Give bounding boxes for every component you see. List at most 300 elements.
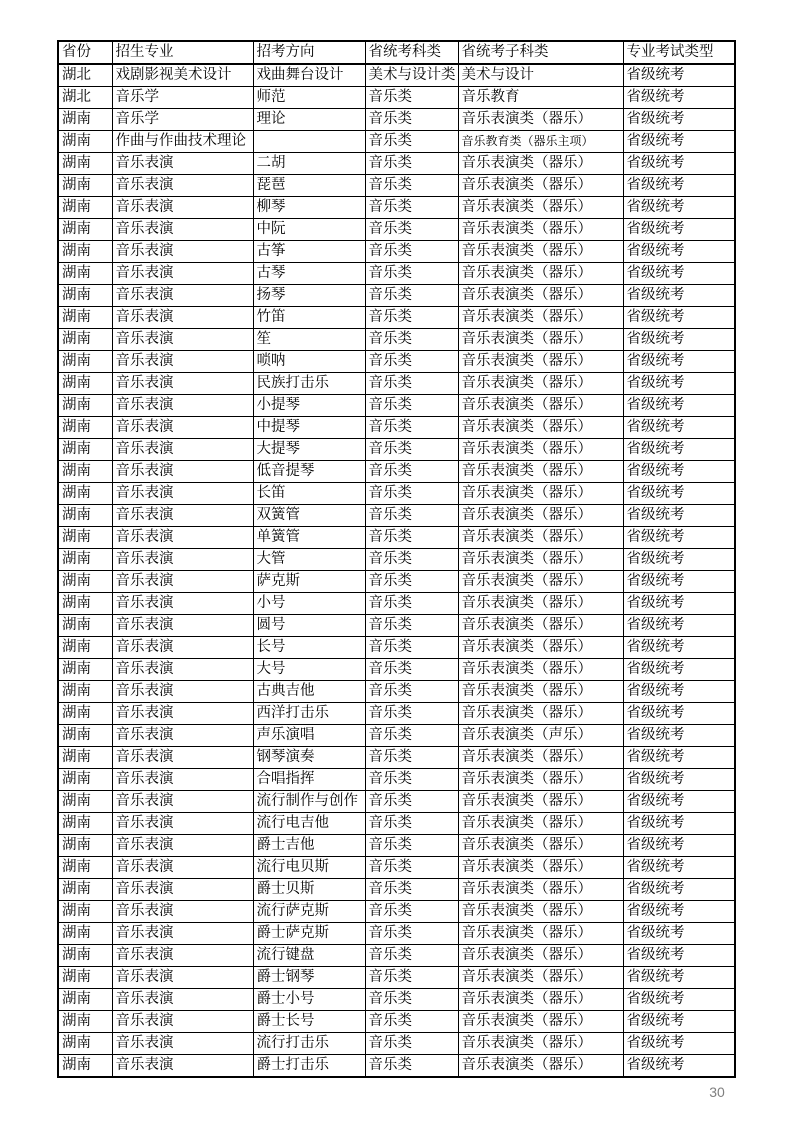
cell-exam-type: 省级统考: [623, 395, 735, 417]
cell-major: 音乐表演: [112, 549, 253, 571]
table-row: [58, 527, 735, 549]
cell-major: 音乐表演: [112, 351, 253, 373]
cell-exam-category: 音乐类: [365, 461, 458, 483]
cell-exam-category: 音乐类: [365, 395, 458, 417]
cell-province: 湖南: [58, 131, 112, 153]
cell-major: 音乐表演: [112, 439, 253, 461]
cell-major: 音乐表演: [112, 923, 253, 945]
cell-exam-subcategory: 音乐表演类（声乐）: [458, 725, 623, 747]
table-row: [58, 967, 735, 989]
cell-exam-type: 省级统考: [623, 329, 735, 351]
cell-province: 湖南: [58, 549, 112, 571]
cell-major: 音乐表演: [112, 285, 253, 307]
cell-exam-category: 音乐类: [365, 373, 458, 395]
cell-exam-type: 省级统考: [623, 879, 735, 901]
cell-province: 湖南: [58, 351, 112, 373]
cell-province: 湖南: [58, 747, 112, 769]
cell-direction: 竹笛: [253, 307, 365, 329]
cell-exam-category: 音乐类: [365, 263, 458, 285]
cell-exam-category: 音乐类: [365, 593, 458, 615]
cell-direction: 古筝: [253, 241, 365, 263]
cell-direction: 戏曲舞台设计: [253, 64, 365, 87]
cell-exam-type: 省级统考: [623, 527, 735, 549]
cell-major: 音乐表演: [112, 725, 253, 747]
cell-direction: 声乐演唱: [253, 725, 365, 747]
cell-exam-type: 省级统考: [623, 241, 735, 263]
cell-province: 湖南: [58, 373, 112, 395]
table-row: [58, 989, 735, 1011]
table-row: [58, 307, 735, 329]
cell-exam-subcategory: 音乐教育: [458, 87, 623, 109]
admissions-exam-table: [57, 40, 736, 1078]
cell-province: 湖南: [58, 417, 112, 439]
cell-exam-subcategory: 音乐表演类（器乐）: [458, 857, 623, 879]
cell-province: 湖南: [58, 615, 112, 637]
cell-direction: 二胡: [253, 153, 365, 175]
cell-exam-subcategory: 音乐表演类（器乐）: [458, 373, 623, 395]
cell-direction: 流行电贝斯: [253, 857, 365, 879]
cell-exam-category: 音乐类: [365, 351, 458, 373]
cell-exam-category: 音乐类: [365, 857, 458, 879]
table-row: [58, 857, 735, 879]
cell-exam-type: 省级统考: [623, 747, 735, 769]
cell-province: 湖南: [58, 835, 112, 857]
table-row: [58, 791, 735, 813]
cell-direction: 流行电吉他: [253, 813, 365, 835]
cell-exam-subcategory: 音乐表演类（器乐）: [458, 395, 623, 417]
cell-exam-category: 音乐类: [365, 901, 458, 923]
cell-exam-subcategory: 音乐表演类（器乐）: [458, 175, 623, 197]
cell-exam-category: 音乐类: [365, 813, 458, 835]
table-row: [58, 549, 735, 571]
cell-exam-type: 省级统考: [623, 87, 735, 109]
cell-province: 湖南: [58, 571, 112, 593]
cell-exam-type: 省级统考: [623, 989, 735, 1011]
cell-major: 音乐表演: [112, 681, 253, 703]
cell-exam-subcategory: 音乐表演类（器乐）: [458, 505, 623, 527]
cell-direction: 双簧管: [253, 505, 365, 527]
cell-province: 湖南: [58, 307, 112, 329]
cell-direction: 大管: [253, 549, 365, 571]
cell-province: 湖南: [58, 1033, 112, 1055]
cell-direction: 西洋打击乐: [253, 703, 365, 725]
cell-major: 音乐表演: [112, 571, 253, 593]
cell-major: 音乐表演: [112, 307, 253, 329]
cell-exam-type: 省级统考: [623, 725, 735, 747]
cell-direction: 单簧管: [253, 527, 365, 549]
cell-direction: 小提琴: [253, 395, 365, 417]
cell-exam-subcategory: 音乐表演类（器乐）: [458, 615, 623, 637]
cell-major: 音乐表演: [112, 175, 253, 197]
cell-major: 音乐表演: [112, 989, 253, 1011]
cell-major: 音乐表演: [112, 835, 253, 857]
cell-province: 湖南: [58, 945, 112, 967]
cell-exam-category: 音乐类: [365, 615, 458, 637]
cell-major: 音乐表演: [112, 593, 253, 615]
cell-exam-type: 省级统考: [623, 439, 735, 461]
cell-exam-subcategory: 音乐表演类（器乐）: [458, 879, 623, 901]
cell-province: 湖南: [58, 153, 112, 175]
cell-province: 湖南: [58, 659, 112, 681]
cell-exam-subcategory: 音乐表演类（器乐）: [458, 769, 623, 791]
col-header-exam-type: 专业考试类型: [623, 41, 735, 64]
cell-major: 音乐学: [112, 87, 253, 109]
cell-exam-category: 音乐类: [365, 791, 458, 813]
cell-major: 音乐表演: [112, 769, 253, 791]
cell-province: 湖南: [58, 197, 112, 219]
cell-major: 音乐表演: [112, 1033, 253, 1055]
table-row: [58, 417, 735, 439]
cell-exam-subcategory: 音乐表演类（器乐）: [458, 1033, 623, 1055]
cell-exam-type: 省级统考: [623, 791, 735, 813]
cell-exam-subcategory: 音乐表演类（器乐）: [458, 461, 623, 483]
cell-exam-subcategory: 音乐表演类（器乐）: [458, 835, 623, 857]
cell-exam-subcategory: 音乐表演类（器乐）: [458, 527, 623, 549]
cell-exam-subcategory: 音乐表演类（器乐）: [458, 417, 623, 439]
cell-exam-subcategory: 音乐表演类（器乐）: [458, 439, 623, 461]
cell-exam-category: 音乐类: [365, 637, 458, 659]
cell-exam-type: 省级统考: [623, 659, 735, 681]
table-row: [58, 131, 735, 153]
cell-exam-category: 音乐类: [365, 1011, 458, 1033]
cell-exam-type: 省级统考: [623, 813, 735, 835]
cell-exam-type: 省级统考: [623, 857, 735, 879]
cell-direction: 爵士吉他: [253, 835, 365, 857]
cell-exam-category: 音乐类: [365, 681, 458, 703]
cell-major: 音乐表演: [112, 945, 253, 967]
cell-province: 湖南: [58, 1055, 112, 1078]
cell-exam-subcategory: 音乐表演类（器乐）: [458, 989, 623, 1011]
table-row: [58, 681, 735, 703]
cell-major: 音乐表演: [112, 241, 253, 263]
cell-province: 湖南: [58, 637, 112, 659]
cell-direction: 流行萨克斯: [253, 901, 365, 923]
cell-exam-type: 省级统考: [623, 1055, 735, 1078]
table-row: [58, 395, 735, 417]
cell-province: 湖北: [58, 64, 112, 87]
table-row: [58, 505, 735, 527]
cell-exam-subcategory: 音乐表演类（器乐）: [458, 549, 623, 571]
cell-province: 湖南: [58, 813, 112, 835]
table-row: [58, 615, 735, 637]
cell-exam-category: 音乐类: [365, 439, 458, 461]
table-row: [58, 813, 735, 835]
table-row: [58, 659, 735, 681]
cell-province: 湖南: [58, 879, 112, 901]
cell-exam-type: 省级统考: [623, 505, 735, 527]
cell-exam-type: 省级统考: [623, 681, 735, 703]
cell-exam-category: 美术与设计类: [365, 64, 458, 87]
cell-exam-subcategory: 音乐表演类（器乐）: [458, 109, 623, 131]
cell-province: 湖南: [58, 681, 112, 703]
cell-exam-category: 音乐类: [365, 483, 458, 505]
cell-exam-type: 省级统考: [623, 109, 735, 131]
cell-major: 音乐表演: [112, 483, 253, 505]
cell-major: 音乐表演: [112, 373, 253, 395]
table-row: [58, 87, 735, 109]
cell-exam-type: 省级统考: [623, 461, 735, 483]
cell-province: 湖南: [58, 593, 112, 615]
table-row: [58, 373, 735, 395]
cell-exam-category: 音乐类: [365, 659, 458, 681]
cell-major: 音乐表演: [112, 1055, 253, 1078]
table-row: [58, 109, 735, 131]
table-row: [58, 263, 735, 285]
cell-exam-subcategory: 音乐表演类（器乐）: [458, 923, 623, 945]
table-row: [58, 923, 735, 945]
cell-exam-subcategory: 音乐表演类（器乐）: [458, 571, 623, 593]
cell-exam-type: 省级统考: [623, 64, 735, 87]
cell-direction: 大号: [253, 659, 365, 681]
table-row: [58, 1011, 735, 1033]
cell-exam-type: 省级统考: [623, 131, 735, 153]
cell-direction: 中提琴: [253, 417, 365, 439]
cell-province: 湖南: [58, 901, 112, 923]
table-row: [58, 219, 735, 241]
cell-exam-category: 音乐类: [365, 747, 458, 769]
cell-major: 音乐表演: [112, 219, 253, 241]
table-row: [58, 1033, 735, 1055]
cell-major: 音乐表演: [112, 615, 253, 637]
cell-direction: 理论: [253, 109, 365, 131]
cell-direction: 爵士长号: [253, 1011, 365, 1033]
cell-exam-subcategory: 音乐表演类（器乐）: [458, 241, 623, 263]
cell-direction: 流行制作与创作: [253, 791, 365, 813]
cell-direction: 大提琴: [253, 439, 365, 461]
cell-major: 音乐表演: [112, 329, 253, 351]
cell-direction: 爵士萨克斯: [253, 923, 365, 945]
cell-exam-type: 省级统考: [623, 197, 735, 219]
table-row: [58, 64, 735, 87]
cell-exam-subcategory: 音乐表演类（器乐）: [458, 703, 623, 725]
cell-exam-subcategory: 音乐表演类（器乐）: [458, 1011, 623, 1033]
cell-province: 湖北: [58, 87, 112, 109]
cell-exam-subcategory: 音乐表演类（器乐）: [458, 681, 623, 703]
cell-exam-category: 音乐类: [365, 241, 458, 263]
cell-direction: 民族打击乐: [253, 373, 365, 395]
page-number: 30: [709, 1084, 725, 1100]
table-row: [58, 571, 735, 593]
cell-exam-subcategory: 音乐表演类（器乐）: [458, 901, 623, 923]
cell-direction: 流行打击乐: [253, 1033, 365, 1055]
cell-exam-subcategory: 音乐表演类（器乐）: [458, 351, 623, 373]
cell-exam-type: 省级统考: [623, 373, 735, 395]
cell-exam-subcategory: 音乐表演类（器乐）: [458, 1055, 623, 1078]
cell-exam-category: 音乐类: [365, 307, 458, 329]
cell-exam-subcategory: 音乐表演类（器乐）: [458, 197, 623, 219]
cell-province: 湖南: [58, 527, 112, 549]
cell-province: 湖南: [58, 395, 112, 417]
cell-province: 湖南: [58, 109, 112, 131]
cell-exam-type: 省级统考: [623, 923, 735, 945]
cell-major: 音乐表演: [112, 637, 253, 659]
cell-province: 湖南: [58, 725, 112, 747]
cell-exam-category: 音乐类: [365, 219, 458, 241]
header-row: [58, 41, 735, 64]
cell-direction: 长笛: [253, 483, 365, 505]
table-row: [58, 483, 735, 505]
cell-exam-subcategory: 音乐表演类（器乐）: [458, 813, 623, 835]
cell-exam-category: 音乐类: [365, 879, 458, 901]
table-row: [58, 901, 735, 923]
cell-exam-type: 省级统考: [623, 175, 735, 197]
table-row: [58, 329, 735, 351]
cell-province: 湖南: [58, 989, 112, 1011]
cell-exam-category: 音乐类: [365, 571, 458, 593]
table-row: [58, 725, 735, 747]
col-header-direction: 招考方向: [253, 41, 365, 64]
cell-direction: 圆号: [253, 615, 365, 637]
cell-major: 音乐表演: [112, 1011, 253, 1033]
cell-direction: 小号: [253, 593, 365, 615]
cell-province: 湖南: [58, 505, 112, 527]
cell-exam-type: 省级统考: [623, 263, 735, 285]
cell-exam-category: 音乐类: [365, 329, 458, 351]
cell-province: 湖南: [58, 1011, 112, 1033]
table-row: [58, 461, 735, 483]
cell-province: 湖南: [58, 791, 112, 813]
table-row: [58, 241, 735, 263]
cell-major: 音乐表演: [112, 263, 253, 285]
cell-exam-category: 音乐类: [365, 197, 458, 219]
cell-exam-type: 省级统考: [623, 549, 735, 571]
cell-exam-category: 音乐类: [365, 725, 458, 747]
table-row: [58, 593, 735, 615]
cell-province: 湖南: [58, 219, 112, 241]
cell-major: 戏剧影视美术设计: [112, 64, 253, 87]
cell-exam-type: 省级统考: [623, 351, 735, 373]
table-row: [58, 285, 735, 307]
cell-exam-category: 音乐类: [365, 417, 458, 439]
cell-direction: 萨克斯: [253, 571, 365, 593]
cell-exam-category: 音乐类: [365, 945, 458, 967]
table-row: [58, 197, 735, 219]
cell-exam-type: 省级统考: [623, 285, 735, 307]
cell-major: 音乐表演: [112, 791, 253, 813]
table-row: [58, 351, 735, 373]
cell-direction: 师范: [253, 87, 365, 109]
cell-major: 音乐表演: [112, 813, 253, 835]
table-row: [58, 835, 735, 857]
cell-exam-subcategory: 音乐表演类（器乐）: [458, 307, 623, 329]
cell-exam-category: 音乐类: [365, 1033, 458, 1055]
cell-exam-type: 省级统考: [623, 615, 735, 637]
cell-major: 音乐表演: [112, 153, 253, 175]
cell-exam-category: 音乐类: [365, 153, 458, 175]
cell-exam-subcategory: 音乐表演类（器乐）: [458, 791, 623, 813]
cell-province: 湖南: [58, 461, 112, 483]
cell-province: 湖南: [58, 483, 112, 505]
cell-exam-subcategory: 音乐表演类（器乐）: [458, 483, 623, 505]
table-row: [58, 747, 735, 769]
cell-exam-type: 省级统考: [623, 901, 735, 923]
cell-province: 湖南: [58, 923, 112, 945]
cell-direction: 古典吉他: [253, 681, 365, 703]
cell-major: 音乐表演: [112, 505, 253, 527]
cell-exam-subcategory: 音乐表演类（器乐）: [458, 967, 623, 989]
cell-province: 湖南: [58, 241, 112, 263]
cell-exam-type: 省级统考: [623, 593, 735, 615]
cell-exam-type: 省级统考: [623, 219, 735, 241]
cell-exam-category: 音乐类: [365, 285, 458, 307]
cell-exam-subcategory: 音乐表演类（器乐）: [458, 945, 623, 967]
cell-exam-subcategory: 音乐表演类（器乐）: [458, 153, 623, 175]
cell-exam-category: 音乐类: [365, 87, 458, 109]
cell-exam-category: 音乐类: [365, 769, 458, 791]
cell-major: 音乐表演: [112, 527, 253, 549]
table-row: [58, 175, 735, 197]
cell-exam-subcategory: 音乐表演类（器乐）: [458, 659, 623, 681]
table-row: [58, 703, 735, 725]
cell-exam-category: 音乐类: [365, 1055, 458, 1078]
cell-direction: 爵士打击乐: [253, 1055, 365, 1078]
cell-exam-subcategory: 音乐表演类（器乐）: [458, 637, 623, 659]
cell-direction: 扬琴: [253, 285, 365, 307]
cell-exam-type: 省级统考: [623, 153, 735, 175]
cell-major: 音乐表演: [112, 659, 253, 681]
cell-major: 音乐表演: [112, 879, 253, 901]
cell-province: 湖南: [58, 967, 112, 989]
cell-direction: 柳琴: [253, 197, 365, 219]
cell-exam-type: 省级统考: [623, 703, 735, 725]
table-row: [58, 153, 735, 175]
cell-major: 音乐表演: [112, 857, 253, 879]
cell-exam-subcategory: 美术与设计: [458, 64, 623, 87]
cell-exam-type: 省级统考: [623, 417, 735, 439]
cell-exam-category: 音乐类: [365, 989, 458, 1011]
cell-direction: 琵琶: [253, 175, 365, 197]
cell-major: 音乐表演: [112, 747, 253, 769]
cell-exam-category: 音乐类: [365, 131, 458, 153]
cell-exam-category: 音乐类: [365, 505, 458, 527]
col-header-province: 省份: [58, 41, 112, 64]
cell-exam-type: 省级统考: [623, 945, 735, 967]
cell-exam-type: 省级统考: [623, 571, 735, 593]
cell-exam-category: 音乐类: [365, 109, 458, 131]
cell-exam-subcategory: 音乐表演类（器乐）: [458, 747, 623, 769]
table-row: [58, 945, 735, 967]
cell-exam-type: 省级统考: [623, 769, 735, 791]
cell-major: 音乐表演: [112, 395, 253, 417]
cell-major: 音乐表演: [112, 461, 253, 483]
cell-direction: 笙: [253, 329, 365, 351]
cell-direction: 中阮: [253, 219, 365, 241]
cell-exam-subcategory: 音乐表演类（器乐）: [458, 263, 623, 285]
cell-exam-type: 省级统考: [623, 1033, 735, 1055]
cell-direction: 爵士贝斯: [253, 879, 365, 901]
cell-exam-category: 音乐类: [365, 967, 458, 989]
cell-direction: 钢琴演奏: [253, 747, 365, 769]
cell-major: 音乐表演: [112, 703, 253, 725]
cell-province: 湖南: [58, 175, 112, 197]
cell-direction: 低音提琴: [253, 461, 365, 483]
col-header-exam-subcategory: 省统考子科类: [458, 41, 623, 64]
col-header-exam-category: 省统考科类: [365, 41, 458, 64]
table-row: [58, 637, 735, 659]
cell-exam-subcategory: 音乐表演类（器乐）: [458, 593, 623, 615]
cell-direction: 流行键盘: [253, 945, 365, 967]
cell-exam-type: 省级统考: [623, 1011, 735, 1033]
cell-direction: 古琴: [253, 263, 365, 285]
cell-exam-category: 音乐类: [365, 835, 458, 857]
cell-exam-type: 省级统考: [623, 637, 735, 659]
table-row: [58, 439, 735, 461]
col-header-major: 招生专业: [112, 41, 253, 64]
cell-exam-type: 省级统考: [623, 483, 735, 505]
cell-major: 音乐表演: [112, 197, 253, 219]
table-row: [58, 879, 735, 901]
cell-exam-subcategory: 音乐表演类（器乐）: [458, 329, 623, 351]
